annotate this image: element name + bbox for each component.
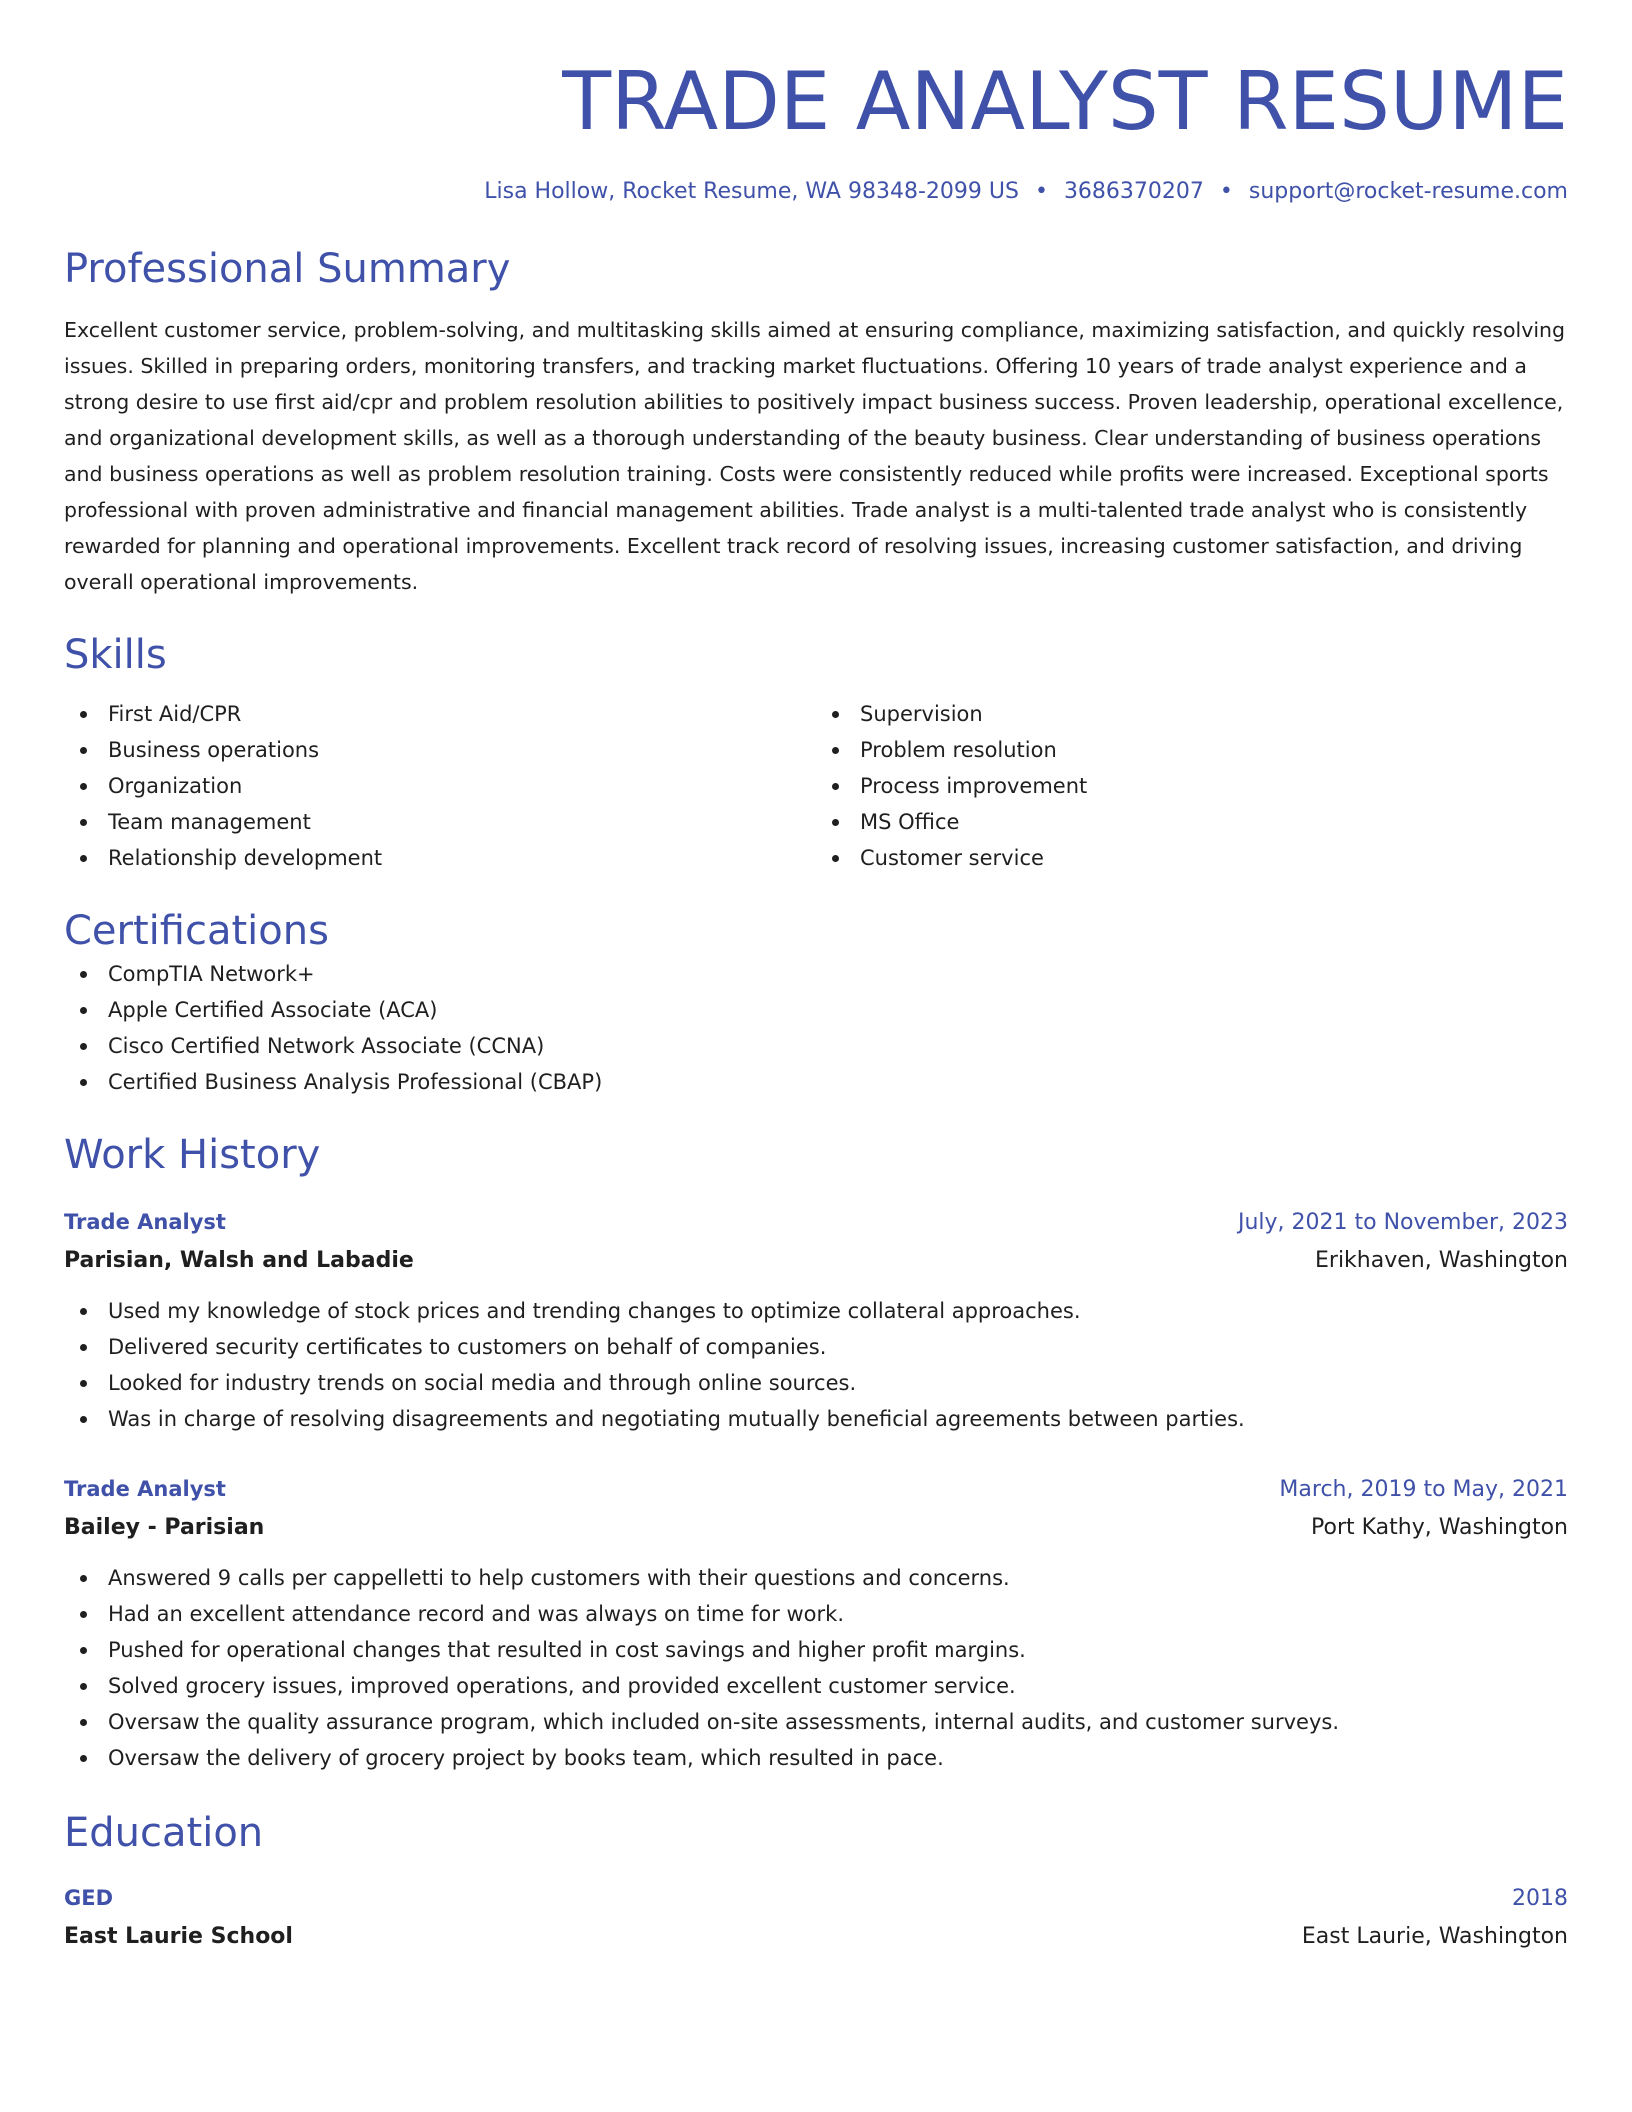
skills-grid — [64, 696, 1568, 876]
section-heading-work-history: Work History — [64, 1132, 321, 1178]
certification-item: Cisco Certified Network Associate (CCNA) — [64, 1028, 1568, 1064]
skills-column-left — [64, 696, 816, 876]
job-bullet: Had an excellent attendance record and was always on time for work. — [64, 1596, 1568, 1632]
education-degree: GED — [64, 1886, 114, 1910]
skill-item: Process improvement — [816, 768, 1568, 804]
job-employer: Parisian, Walsh and Labadie — [64, 1248, 414, 1273]
contact-email: support@rocket-resume.com — [1248, 179, 1568, 204]
summary-text: Excellent customer service, problem-solving, and multitasking skills aimed at ensuring compliance, maximizing satisfaction, and quickly resolving issues. Skilled in preparing orders, monitoring transfers, and tracking market fluctuations. Offering 10 years of trade analyst experience and a strong desire to use first aid/cpr and problem resolution abilities to positively impact business success. Proven leadership, operational excellence, and organizational development skills, as well as a thorough understanding of the beauty business. Clear understanding of business operations and business operations as well as problem resolution training. Costs were consistently reduced while profits were increased. Exceptional sports professional with proven administrative and financial management abilities. Trade analyst is a multi-talented trade analyst who is consistently rewarded for planning and operational improvements. Excellent track record of resolving issues, increasing customer satisfaction, and driving overall operational improvements. — [64, 318, 1566, 594]
job-employer: Bailey - Parisian — [64, 1515, 265, 1540]
skill-item: Customer service — [816, 840, 1568, 876]
contact-line — [64, 176, 1568, 208]
section-heading-summary: Professional Summary — [64, 246, 511, 292]
job-bullet-list — [64, 1293, 1568, 1437]
job-bullet: Solved grocery issues, improved operations, and provided excellent customer service. — [64, 1668, 1568, 1704]
education-section — [64, 1808, 1568, 1957]
job-bullet: Pushed for operational changes that resulted in cost savings and higher profit margins. — [64, 1632, 1568, 1668]
certification-item: Certified Business Analysis Professional (CBAP) — [64, 1064, 1568, 1100]
skill-item: Business operations — [64, 732, 816, 768]
job-location: Erikhaven, Washington — [1315, 1248, 1568, 1273]
job-title-row — [64, 1204, 1568, 1241]
education-location: East Laurie, Washington — [1301, 1924, 1568, 1949]
resume-title: TRADE ANALYST RESUME — [562, 55, 1568, 148]
job-entry — [64, 1471, 1568, 1776]
skills-column-right — [816, 696, 1568, 876]
job-entry — [64, 1204, 1568, 1437]
section-heading-certifications: Certifications — [64, 908, 329, 954]
skills-section — [64, 630, 1568, 876]
job-bullet: Oversaw the delivery of grocery project by books team, which resulted in pace. — [64, 1740, 1568, 1776]
job-bullet-list — [64, 1560, 1568, 1776]
education-school-row — [64, 1917, 1568, 1957]
skill-item: Supervision — [816, 696, 1568, 732]
education-degree-row — [64, 1880, 1568, 1917]
work-history-section — [64, 1130, 1568, 1776]
skill-item: First Aid/CPR — [64, 696, 816, 732]
skill-item: Relationship development — [64, 840, 816, 876]
education-school: East Laurie School — [64, 1924, 293, 1949]
skills-list-left — [64, 696, 816, 876]
skill-item: Problem resolution — [816, 732, 1568, 768]
education-entry — [64, 1880, 1568, 1957]
certification-item: CompTIA Network+ — [64, 956, 1568, 992]
contact-separator: • — [1219, 179, 1233, 204]
skill-item: Organization — [64, 768, 816, 804]
job-bullet: Used my knowledge of stock prices and trending changes to optimize collateral approaches. — [64, 1293, 1568, 1329]
job-dates: March, 2019 to May, 2021 — [1279, 1477, 1568, 1502]
job-dates: July, 2021 to November, 2023 — [1237, 1210, 1568, 1235]
skills-list-right — [816, 696, 1568, 876]
contact-separator: • — [1034, 179, 1048, 204]
resume-header — [64, 52, 1568, 208]
certifications-section — [64, 906, 1568, 1100]
job-bullet: Delivered security certificates to customers on behalf of companies. — [64, 1329, 1568, 1365]
job-location: Port Kathy, Washington — [1311, 1515, 1568, 1540]
job-bullet: Looked for industry trends on social media and through online sources. — [64, 1365, 1568, 1401]
job-employer-row — [64, 1241, 1568, 1281]
skill-item: Team management — [64, 804, 816, 840]
certifications-list — [64, 956, 1568, 1100]
section-heading-education: Education — [64, 1810, 264, 1856]
job-title-row — [64, 1471, 1568, 1508]
job-bullet: Was in charge of resolving disagreements and negotiating mutually beneficial agreements between parties. — [64, 1401, 1568, 1437]
skill-item: MS Office — [816, 804, 1568, 840]
job-title: Trade Analyst — [64, 1210, 226, 1234]
job-bullet: Oversaw the quality assurance program, which included on-site assessments, internal audits, and customer surveys. — [64, 1704, 1568, 1740]
education-year: 2018 — [1512, 1886, 1568, 1911]
professional-summary-section — [64, 244, 1568, 600]
job-bullet: Answered 9 calls per cappelletti to help customers with their questions and concerns. — [64, 1560, 1568, 1596]
job-employer-row — [64, 1508, 1568, 1548]
job-title: Trade Analyst — [64, 1477, 226, 1501]
contact-phone: 3686370207 — [1063, 179, 1204, 204]
certification-item: Apple Certified Associate (ACA) — [64, 992, 1568, 1028]
contact-address: Lisa Hollow, Rocket Resume, WA 98348-2099 US — [484, 179, 1019, 204]
section-heading-skills: Skills — [64, 632, 167, 678]
